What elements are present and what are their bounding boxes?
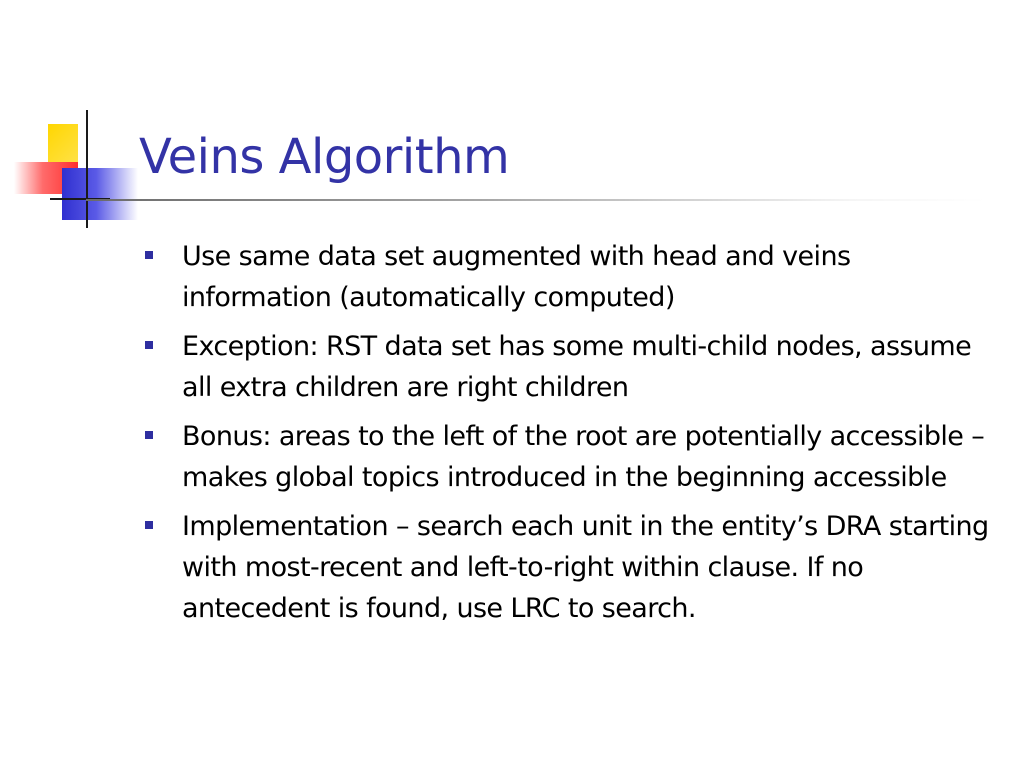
bullet-item <box>145 416 1005 498</box>
square-bullet-icon <box>145 251 153 259</box>
square-bullet-icon <box>145 521 153 529</box>
bullet-text: Implementation – search each unit in the entity’s DRA starting with most-recent and left-to-right within clause. If no antecedent is found, use LRC to search. <box>182 511 989 624</box>
title-underline <box>86 199 986 201</box>
vertical-line-decoration <box>86 110 88 228</box>
slide-title: Veins Algorithm <box>139 129 510 185</box>
bullet-text: Bonus: areas to the left of the root are potentially accessible – makes global topics introduced in the beginning accessible <box>182 421 985 493</box>
bullet-text: Exception: RST data set has some multi-child nodes, assume all extra children are right children <box>182 331 972 403</box>
blue-square-decoration <box>62 168 138 220</box>
bullet-text: Use same data set augmented with head and veins information (automatically computed) <box>182 241 851 313</box>
yellow-square-decoration <box>48 124 78 166</box>
bullet-list <box>145 236 1005 637</box>
square-bullet-icon <box>145 341 153 349</box>
bullet-item <box>145 326 1005 408</box>
bullet-item <box>145 506 1005 629</box>
square-bullet-icon <box>145 431 153 439</box>
bullet-item <box>145 236 1005 318</box>
